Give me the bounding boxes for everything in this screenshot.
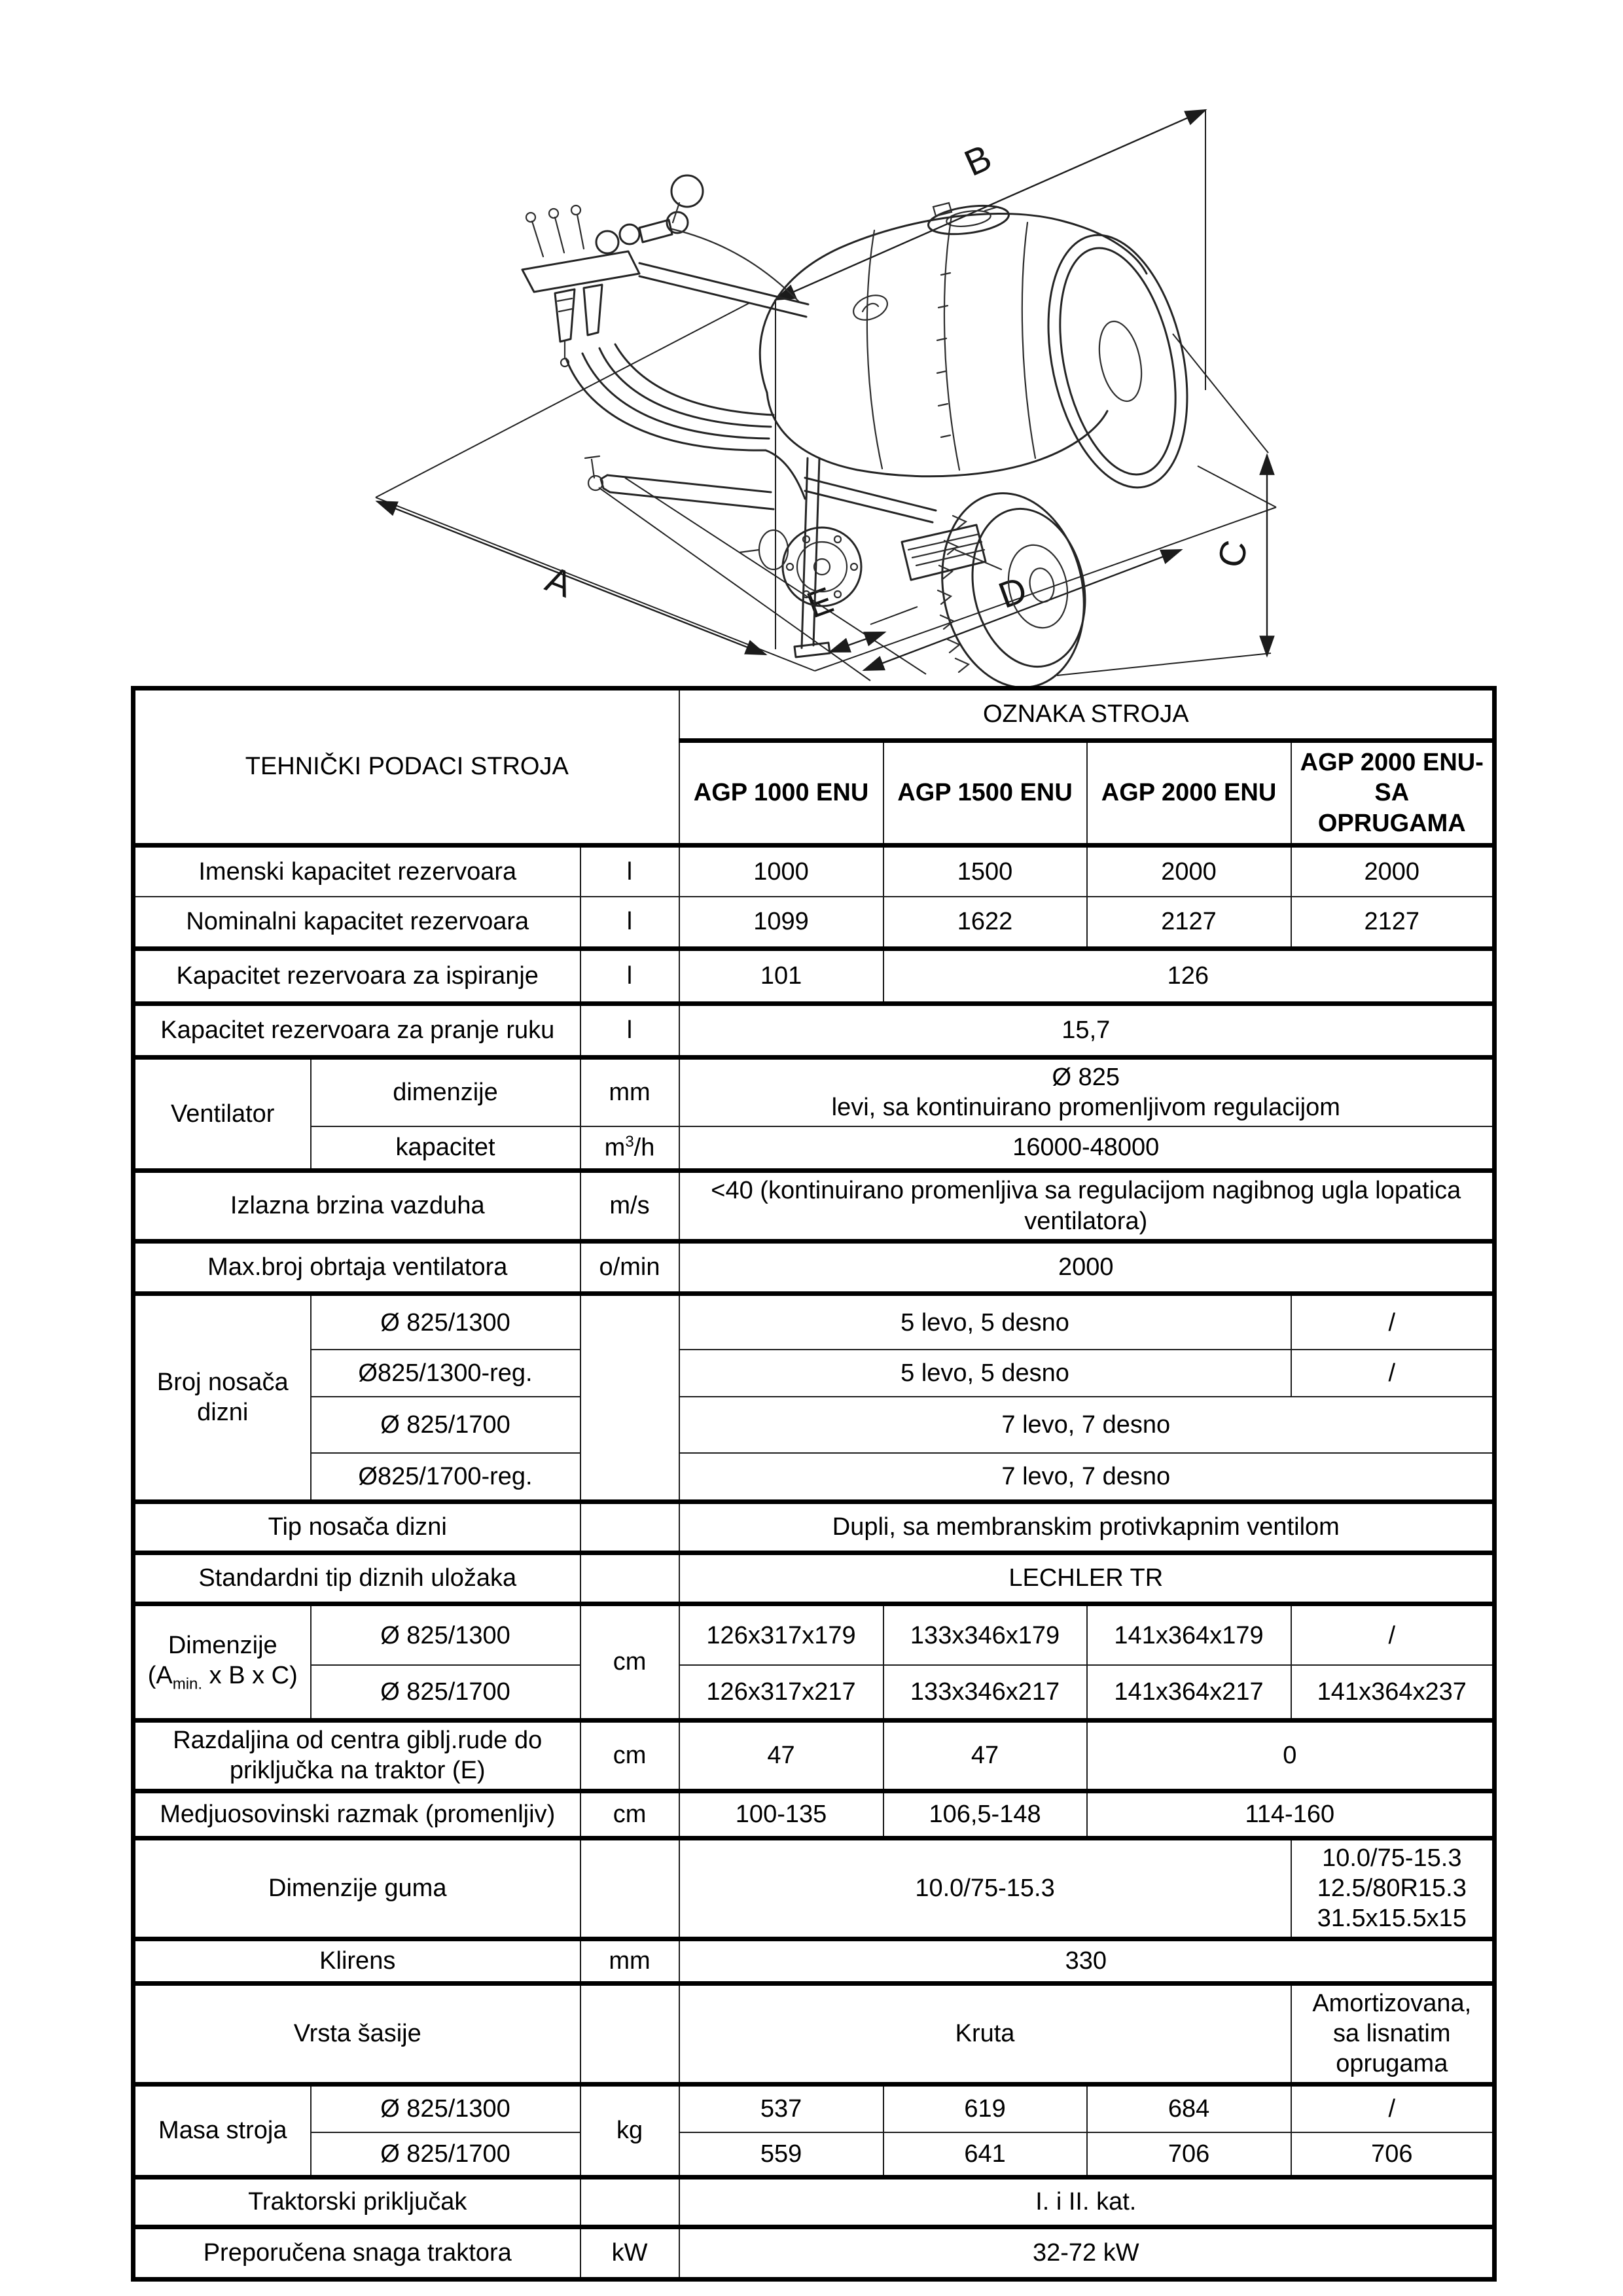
sprayer-drawing-svg bbox=[347, 26, 1283, 687]
value-cell: 2000 bbox=[679, 1241, 1495, 1293]
value-cell: 684 bbox=[1087, 2084, 1291, 2132]
table-row bbox=[134, 2084, 1495, 2132]
dim-line-B bbox=[776, 110, 1205, 300]
row-label: Razdaljina od centra giblj.rude do priključka na traktor (E) bbox=[134, 1720, 580, 1791]
table-row bbox=[134, 1171, 1495, 1242]
value-cell: / bbox=[1291, 1604, 1495, 1665]
value-cell: 47 bbox=[679, 1720, 883, 1791]
value-cell: LECHLER TR bbox=[679, 1552, 1495, 1604]
table-row bbox=[134, 2132, 1495, 2177]
row-label: Medjuosovinski razmak (promenljiv) bbox=[134, 1791, 580, 1838]
table-title: TEHNIČKI PODACI STROJA bbox=[134, 689, 679, 846]
table-row bbox=[134, 2177, 1495, 2227]
header-row-oznaka bbox=[134, 689, 1495, 741]
extension-lines bbox=[599, 110, 1271, 681]
table-row bbox=[134, 846, 1495, 897]
table-row bbox=[134, 1791, 1495, 1838]
sub-label: Ø 825/1700 bbox=[311, 2132, 580, 2177]
unit-cell-empty bbox=[580, 1838, 679, 1939]
unit-part: m bbox=[604, 1134, 626, 1162]
value-cell: 1000 bbox=[679, 846, 883, 897]
value-cell: 7 levo, 7 desno bbox=[679, 1453, 1495, 1501]
table-row bbox=[134, 1126, 1495, 1171]
unit-cell-empty bbox=[580, 1552, 679, 1604]
table-row bbox=[134, 1552, 1495, 1604]
dimension-label-d: D bbox=[993, 568, 1033, 617]
value-cell: 2127 bbox=[1291, 897, 1495, 949]
value-cell: 1500 bbox=[883, 846, 1087, 897]
pump bbox=[740, 528, 861, 606]
value-cell: 133x346x179 bbox=[883, 1604, 1087, 1665]
value-cell: 101 bbox=[679, 949, 883, 1004]
value-cell: 706 bbox=[1087, 2132, 1291, 2177]
tank bbox=[760, 202, 1208, 501]
technical-data-table bbox=[131, 686, 1497, 2282]
table-row bbox=[134, 1350, 1495, 1397]
unit-cell: kW bbox=[580, 2227, 679, 2279]
unit-cell: m/s bbox=[580, 1171, 679, 1242]
unit-cell-empty bbox=[580, 1501, 679, 1552]
hoses bbox=[566, 229, 805, 499]
value-cell: 141x364x179 bbox=[1087, 1604, 1291, 1665]
group-label: Broj nosača dizni bbox=[134, 1293, 311, 1501]
value-cell: 5 levo, 5 desno bbox=[679, 1350, 1291, 1397]
row-label: Klirens bbox=[134, 1939, 580, 1983]
value-cell: Amortizovana, sa lisnatim oprugama bbox=[1291, 1983, 1495, 2084]
value-cell: 141x364x237 bbox=[1291, 1665, 1495, 1720]
value-cell: Dupli, sa membranskim protivkapnim ventilom bbox=[679, 1501, 1495, 1552]
value-cell: 100-135 bbox=[679, 1791, 883, 1838]
value-cell: 7 levo, 7 desno bbox=[679, 1397, 1495, 1453]
value-cell: Kruta bbox=[679, 1983, 1291, 2084]
label-part: x B x C) bbox=[202, 1662, 298, 1690]
table-row bbox=[134, 1004, 1495, 1058]
value-cell bbox=[679, 1058, 1495, 1126]
row-label: Izlazna brzina vazduha bbox=[134, 1171, 580, 1242]
table-row bbox=[134, 949, 1495, 1004]
unit-cell: cm bbox=[580, 1720, 679, 1791]
column-header-model: AGP 1000 ENU bbox=[679, 741, 883, 846]
value-cell: 126 bbox=[883, 949, 1495, 1004]
group-label-line bbox=[142, 1660, 304, 1694]
dimension-label-e: E bbox=[801, 579, 839, 626]
drawbar bbox=[585, 456, 774, 509]
column-header-model: AGP 2000 ENU-SA OPRUGAMA bbox=[1291, 741, 1495, 846]
value-cell: 1099 bbox=[679, 897, 883, 949]
sprayer-technical-drawing bbox=[347, 26, 1283, 687]
value-cell: 141x364x217 bbox=[1087, 1665, 1291, 1720]
unit-cell bbox=[580, 1126, 679, 1171]
value-cell: I. i II. kat. bbox=[679, 2177, 1495, 2227]
unit-superscript: 3 bbox=[625, 1132, 634, 1151]
sub-label: Ø 825/1700 bbox=[311, 1397, 580, 1453]
value-cell: 10.0/75-15.3 bbox=[679, 1838, 1291, 1939]
row-label: Tip nosača dizni bbox=[134, 1501, 580, 1552]
table-row bbox=[134, 1983, 1495, 2084]
value-cell: 0 bbox=[1087, 1720, 1495, 1791]
unit-cell: mm bbox=[580, 1939, 679, 1983]
value-cell: 619 bbox=[883, 2084, 1087, 2132]
sub-label: Ø 825/1300 bbox=[311, 1604, 580, 1665]
value-cell: / bbox=[1291, 1350, 1495, 1397]
value-line: 10.0/75-15.3 bbox=[1322, 1844, 1462, 1872]
unit-cell: kg bbox=[580, 2084, 679, 2177]
dimension-label-a: A bbox=[540, 558, 579, 605]
value-cell: 559 bbox=[679, 2132, 883, 2177]
sprayer-machine bbox=[522, 175, 1209, 687]
table-row bbox=[134, 1293, 1495, 1350]
table-row bbox=[134, 897, 1495, 949]
value-cell: 2000 bbox=[1087, 846, 1291, 897]
unit-cell: l bbox=[580, 949, 679, 1004]
unit-cell: cm bbox=[580, 1791, 679, 1838]
row-label: Max.broj obrtaja ventilatora bbox=[134, 1241, 580, 1293]
table-row bbox=[134, 1501, 1495, 1552]
row-label: Kapacitet rezervoara za ispiranje bbox=[134, 949, 580, 1004]
table-row bbox=[134, 1604, 1495, 1665]
value-cell: 330 bbox=[679, 1939, 1495, 1983]
value-cell: 5 levo, 5 desno bbox=[679, 1293, 1291, 1350]
unit-cell: l bbox=[580, 897, 679, 949]
value-line: Ø 825 bbox=[1052, 1064, 1120, 1091]
column-header-model: AGP 2000 ENU bbox=[1087, 741, 1291, 846]
value-cell: 114-160 bbox=[1087, 1791, 1495, 1838]
label-part: (A bbox=[147, 1662, 173, 1690]
value-line: 12.5/80R15.3 bbox=[1317, 1874, 1467, 1903]
value-cell: 15,7 bbox=[679, 1004, 1495, 1058]
table-row bbox=[134, 1397, 1495, 1453]
value-cell: <40 (kontinuirano promenljiva sa regulacijom nagibnog ugla lopatica ventilatora) bbox=[679, 1171, 1495, 1242]
value-cell: 537 bbox=[679, 2084, 883, 2132]
table-row bbox=[134, 1838, 1495, 1939]
value-cell: 2000 bbox=[1291, 846, 1495, 897]
valve-manifold bbox=[522, 175, 808, 367]
unit-cell: l bbox=[580, 846, 679, 897]
unit-part: /h bbox=[633, 1134, 655, 1162]
table-row bbox=[134, 1720, 1495, 1791]
table-row bbox=[134, 1058, 1495, 1126]
label-subscript: min. bbox=[172, 1675, 203, 1693]
group-label: Masa stroja bbox=[134, 2084, 311, 2177]
value-cell: 133x346x217 bbox=[883, 1665, 1087, 1720]
row-label: Vrsta šasije bbox=[134, 1983, 580, 2084]
value-cell: 16000-48000 bbox=[679, 1126, 1495, 1171]
unit-cell-empty bbox=[580, 1983, 679, 2084]
hitch-ring bbox=[588, 476, 603, 490]
row-label: Standardni tip diznih uložaka bbox=[134, 1552, 580, 1604]
row-label: Kapacitet rezervoara za pranje ruku bbox=[134, 1004, 580, 1058]
value-cell: 106,5-148 bbox=[883, 1791, 1087, 1838]
sub-label: Ø825/1700-reg. bbox=[311, 1453, 580, 1501]
value-cell bbox=[1291, 1838, 1495, 1939]
row-label: Imenski kapacitet rezervoara bbox=[134, 846, 580, 897]
value-cell: 706 bbox=[1291, 2132, 1495, 2177]
value-cell: 126x317x217 bbox=[679, 1665, 883, 1720]
sub-label: dimenzije bbox=[311, 1058, 580, 1126]
unit-cell: cm bbox=[580, 1604, 679, 1720]
table-row bbox=[134, 1939, 1495, 1983]
dimension-label-c: C bbox=[1209, 536, 1256, 571]
table-row bbox=[134, 1453, 1495, 1501]
group-label bbox=[134, 1604, 311, 1720]
group-label: Ventilator bbox=[134, 1058, 311, 1171]
unit-cell: o/min bbox=[580, 1241, 679, 1293]
value-cell: / bbox=[1291, 2084, 1495, 2132]
group-label-line: Dimenzije bbox=[168, 1631, 277, 1659]
sub-label: Ø 825/1300 bbox=[311, 2084, 580, 2132]
table-row bbox=[134, 1665, 1495, 1720]
table-row bbox=[134, 2227, 1495, 2279]
value-cell: 641 bbox=[883, 2132, 1087, 2177]
value-cell: 1622 bbox=[883, 897, 1087, 949]
value-cell: 47 bbox=[883, 1720, 1087, 1791]
sub-label: Ø 825/1300 bbox=[311, 1293, 580, 1350]
value-line: levi, sa kontinuirano promenljivom regulacijom bbox=[831, 1094, 1340, 1122]
row-label: Traktorski priključak bbox=[134, 2177, 580, 2227]
dimension-label-b: B bbox=[958, 136, 998, 184]
table-row bbox=[134, 1241, 1495, 1293]
sub-label: kapacitet bbox=[311, 1126, 580, 1171]
value-cell: 126x317x179 bbox=[679, 1604, 883, 1665]
unit-cell: l bbox=[580, 1004, 679, 1058]
value-line: 31.5x15.5x15 bbox=[1317, 1905, 1467, 1933]
unit-cell-empty bbox=[580, 1293, 679, 1501]
unit-cell: mm bbox=[580, 1058, 679, 1126]
value-cell: / bbox=[1291, 1293, 1495, 1350]
row-label: Nominalni kapacitet rezervoara bbox=[134, 897, 580, 949]
row-label: Dimenzije guma bbox=[134, 1838, 580, 1939]
unit-cell-empty bbox=[580, 2177, 679, 2227]
row-label: Preporučena snaga traktora bbox=[134, 2227, 580, 2279]
oznaka-header: OZNAKA STROJA bbox=[679, 689, 1495, 741]
column-header-model: AGP 1500 ENU bbox=[883, 741, 1087, 846]
value-cell: 32-72 kW bbox=[679, 2227, 1495, 2279]
sub-label: Ø 825/1700 bbox=[311, 1665, 580, 1720]
value-cell: 2127 bbox=[1087, 897, 1291, 949]
sub-label: Ø825/1300-reg. bbox=[311, 1350, 580, 1397]
